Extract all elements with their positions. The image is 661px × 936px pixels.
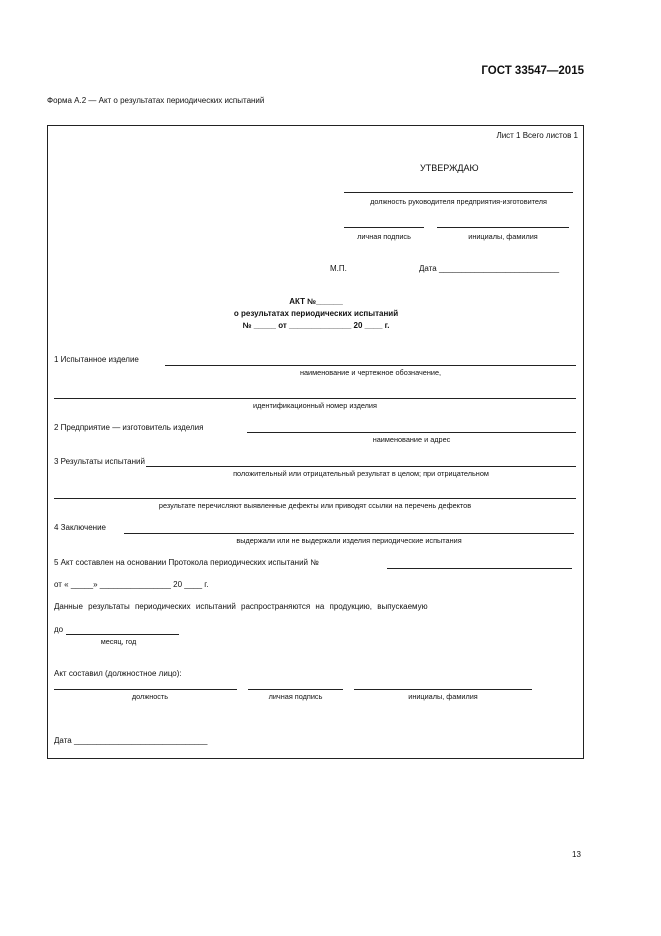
- field-3b-line: [54, 498, 576, 499]
- act-subject: о результатах периодических испытаний: [233, 309, 399, 318]
- approve-name-caption: инициалы, фамилия: [468, 232, 538, 241]
- act-date: № _____ от ______________ 20 ____ г.: [242, 321, 390, 330]
- field-1-line: [165, 365, 576, 366]
- field-4-line: [124, 533, 574, 534]
- field-5-label: 5 Акт составлен на основании Протокола периодических испытаний №: [54, 558, 319, 567]
- approve-title: УТВЕРЖДАЮ: [420, 163, 479, 173]
- field-1b-line: [54, 398, 576, 399]
- approve-signature-line: [344, 227, 424, 228]
- field-1-caption: наименование и чертежное обозначение,: [299, 368, 442, 377]
- compiled-position-caption: должность: [131, 692, 169, 701]
- page-number: 13: [572, 850, 581, 859]
- field-2-label: 2 Предприятие — изготовитель изделия: [54, 423, 204, 432]
- compiled-position-line: [54, 689, 237, 690]
- field-5-date: от « _____» ________________ 20 ____ г.: [54, 580, 209, 589]
- seal-label: М.П.: [330, 264, 347, 273]
- field-1-label: 1 Испытанное изделие: [54, 355, 139, 364]
- compiled-date: Дата ______________________________: [54, 736, 208, 745]
- until-label: до: [54, 625, 64, 634]
- field-2-caption: наименование и адрес: [372, 435, 451, 444]
- act-number: АКТ №______: [289, 297, 343, 306]
- field-4-label: 4 Заключение: [54, 523, 106, 532]
- field-3b-caption: результате перечисляют выявленные дефекты или приводят ссылки на перечень дефектов: [158, 501, 472, 510]
- approve-name-line: [437, 227, 569, 228]
- field-2-line: [247, 432, 576, 433]
- sheet-info: Лист 1 Всего листов 1: [496, 131, 578, 140]
- field-3-caption: положительный или отрицательный результат в целом; при отрицательном: [233, 469, 489, 478]
- form-title: Форма А.2 — Акт о результатах периодических испытаний: [47, 96, 265, 105]
- approve-position-line: [344, 192, 573, 193]
- compiled-signature-caption: личная подпись: [268, 692, 323, 701]
- compiled-signature-line: [248, 689, 343, 690]
- approve-date: Дата ___________________________: [419, 264, 560, 273]
- field-3-label: 3 Результаты испытаний: [54, 457, 145, 466]
- until-line: [66, 634, 179, 635]
- compiled-name-line: [354, 689, 532, 690]
- approve-position-caption: должность руководителя предприятия-изготовителя: [370, 197, 547, 206]
- compiled-label: Акт составил (должностное лицо):: [54, 669, 182, 678]
- until-caption: месяц, год: [100, 637, 137, 646]
- field-4-caption: выдержали или не выдержали изделия периодические испытания: [236, 536, 462, 545]
- compiled-name-caption: инициалы, фамилия: [408, 692, 478, 701]
- apply-text: Данные результаты периодических испытаний распространяются на продукцию, выпускаемую: [54, 602, 428, 611]
- field-1b-caption: идентификационный номер изделия: [253, 401, 377, 410]
- field-5-line: [387, 568, 572, 569]
- field-3-line: [146, 466, 576, 467]
- standard-number: ГОСТ 33547—2015: [481, 65, 584, 77]
- approve-signature-caption: личная подпись: [357, 232, 411, 241]
